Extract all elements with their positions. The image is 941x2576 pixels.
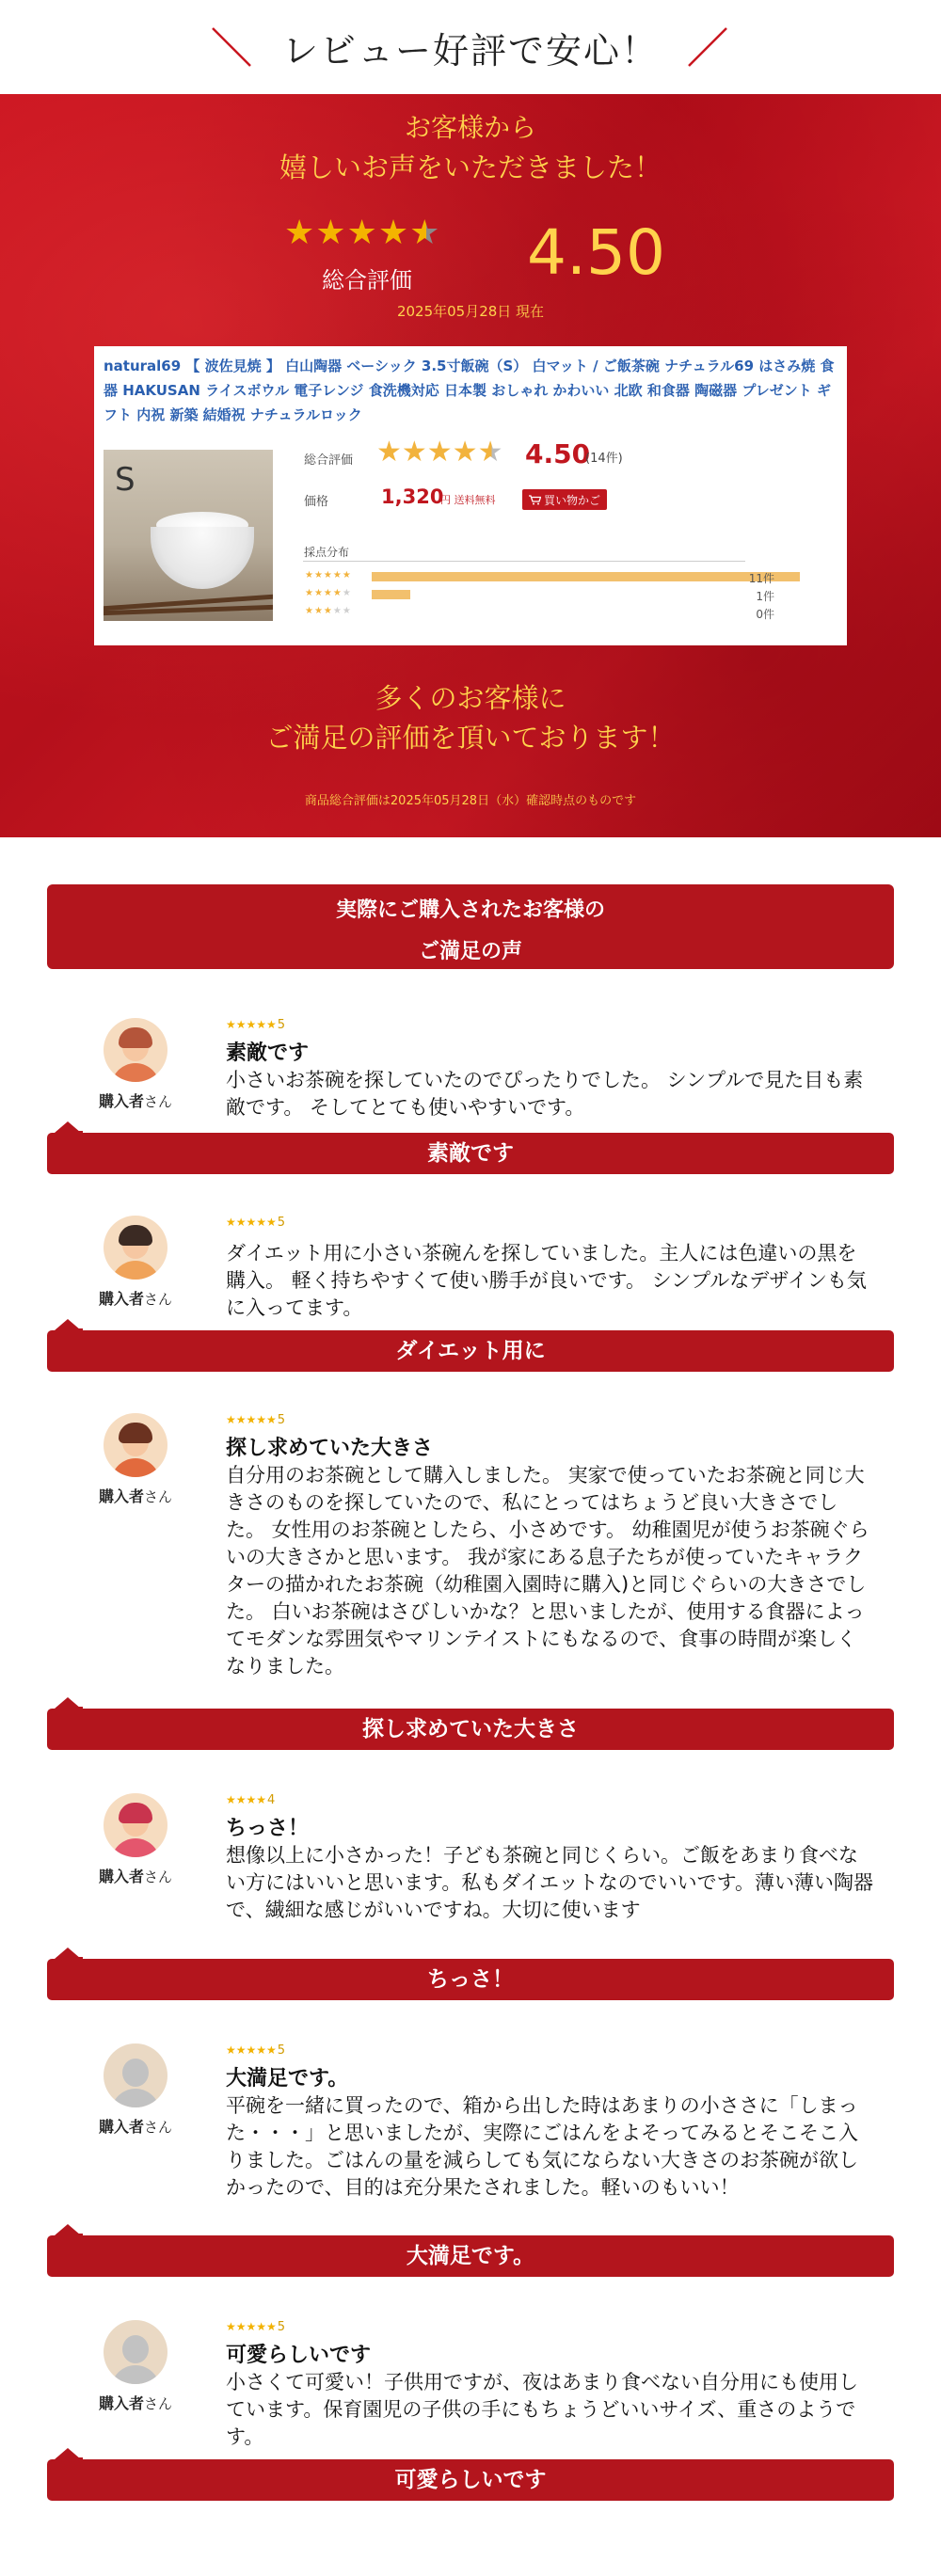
dist-stars-4-icon: ★★★★★: [305, 588, 352, 598]
bowl-illustration: [151, 527, 254, 589]
review-stars-icon: ★★★★★5: [226, 1018, 286, 1032]
distribution-label: 採点分布: [304, 546, 350, 559]
review-stars-icon: ★★★★★5: [226, 1413, 286, 1427]
product-review-count[interactable]: (14件): [585, 452, 623, 466]
review-title: 大満足です。: [226, 2067, 349, 2091]
review-title: 探し求めていた大きさ: [226, 1437, 434, 1460]
dist-bar-5: [372, 572, 800, 581]
buyer-name: 購入者さん: [98, 1290, 173, 1308]
user-avatar-icon: [104, 2320, 167, 2384]
review-stars-icon: ★★★★★5: [226, 1216, 286, 1230]
buyer-name: 購入者さん: [98, 1092, 173, 1110]
review-body: 平碗を一緒に買ったので、箱から出した時はあまりの小ささに「しまった・・・」と思いましたが、実際にごはんをよそってみるとそこそこ入りました。ごはんの量を減らしても気にならない大きさのお茶碗が欲しかったので、目的は充分果たされました。軽いのもいい！: [226, 2094, 858, 2199]
woman-avatar-icon: [104, 1413, 167, 1477]
hero-bottom-line1: 多くのお客様に: [375, 682, 566, 714]
product-image[interactable]: [104, 450, 273, 621]
review-body: 自分用のお茶碗として購入しました。 実家で使っていたお茶碗と同じ大きさのものを探していたので、私にとってはちょうど良い大きさでした。 女性用のお茶碗としたら、小さめです。 幼稚園児が使うお茶碗ぐらいの大きさかと思います。 我が家にある息子たちが使っていたキャラクターの描かれたお茶碗（幼稚園入園時に購入)と同じぐらいの大きさでした。 白いお茶碗はさびしいかな？と思いましたが、使用する食器によってモダンな雰囲気やマリンテイストにもなるので、食事の時間が楽しくなりました。: [226, 1464, 869, 1678]
voice-banner-line1: 実際にご購入されたお客様の: [335, 898, 605, 922]
hero-bottom-line2: ご満足の評価を頂いております！: [265, 722, 676, 754]
product-rating-score: 4.50: [525, 438, 591, 469]
cart-icon: [529, 495, 541, 505]
review-banner: ちっさ！: [47, 1959, 894, 2000]
buyer-name: 購入者さん: [98, 1487, 173, 1505]
overall-rating-label: 総合評価: [322, 267, 412, 294]
product-star-rating-icon: ★★★★★: [376, 436, 503, 469]
buyer-name: 購入者さん: [98, 2394, 173, 2412]
review-body: 小さくて可愛い！子供用ですが、夜はあまり食べない自分用にも使用しています。保育園児の子供の手にもちょうどいいサイズ、重さのようです。: [226, 2371, 858, 2448]
product-title-link[interactable]: natural69 【 波佐見焼 】 白山陶器 ベーシック 3.5寸飯碗（S） 白マット / ご飯茶碗 ナチュラル69 はさみ焼 食器 HAKUSAN ライスボウル 電子レンジ 食洗機対応 日本製 おしゃれ かわいい 北欧 和食器 陶磁器 プレゼント ギフト 内祝 新築 結婚祝 ナチュラルロック: [104, 358, 835, 423]
voice-banner-line2: ご満足の声: [418, 940, 522, 963]
review-body: 想像以上に小さかった！子ども茶碗と同じくらい。ご飯をあまり食べない方にはいいと思います。私もダイエットなのでいいです。薄い薄い陶器で、繊細な感じがいいですね。大切に使います: [226, 1844, 873, 1921]
review-banner: 可愛らしいです: [47, 2459, 894, 2501]
dist-stars-5-icon: ★★★★★: [305, 570, 352, 580]
price-suffix: 円 送料無料: [440, 494, 496, 506]
review-banner: 素敵です: [47, 1133, 894, 1174]
product-rating-panel: [94, 346, 847, 645]
review-banner: ダイエット用に: [47, 1330, 894, 1372]
product-overall-label: 総合評価: [304, 453, 354, 468]
review-stars-icon: ★★★★★5: [226, 2320, 286, 2334]
dist-stars-3-icon: ★★★★★: [305, 606, 352, 616]
woman-avatar-icon: [104, 1018, 167, 1082]
review-body: ダイエット用に小さい茶碗んを探していました。主人には色違いの黒を購入。 軽く持ちやすくて使い勝手が良いです。 シンプルなデザインも気に入ってます。: [226, 1242, 867, 1319]
user-avatar-icon: [104, 2043, 167, 2107]
review-banner: 探し求めていた大きさ: [47, 1709, 894, 1750]
dist-count-5: 11件: [748, 572, 774, 585]
hero-heading-line2: 嬉しいお声をいただきました！: [279, 151, 662, 183]
rating-hero: [0, 94, 941, 837]
buyer-name: 購入者さん: [98, 2118, 173, 2136]
woman-avatar-icon: [104, 1216, 167, 1280]
review-stars-icon: ★★★★★5: [226, 2043, 286, 2058]
rating-date: 2025年05月28日 現在: [396, 303, 545, 320]
hero-heading-line1: お客様から: [404, 112, 536, 143]
cart-button-label: 買い物かご: [543, 493, 600, 507]
add-to-cart-button[interactable]: [522, 489, 607, 510]
review-banner: 大満足です。: [47, 2235, 894, 2277]
price-label: 価格: [304, 495, 329, 509]
dist-count-4: 1件: [756, 590, 774, 603]
review-stars-icon: ★★★★4: [226, 1793, 276, 1807]
product-price: 1,320: [381, 485, 444, 508]
review-title: 素敵です: [226, 1042, 310, 1065]
rating-note: 商品総合評価は2025年05月28日（水）確認時点のものです: [304, 794, 637, 808]
overall-rating-score: 4.50: [527, 216, 665, 289]
section-header: [0, 0, 941, 94]
overall-star-rating-icon: ★★★★★: [284, 214, 441, 252]
size-label: S: [115, 461, 136, 499]
review-title: 可愛らしいです: [226, 2344, 372, 2367]
slash-decoration-icon: [685, 24, 730, 70]
slash-decoration-icon: [209, 24, 254, 70]
review-body: 小さいお茶碗を探していたのでぴったりでした。 シンプルで見た目も素敵です。 そしてとても使いやすいです。: [226, 1069, 864, 1119]
dist-count-3: 0件: [756, 608, 774, 621]
woman-avatar-icon: [104, 1793, 167, 1857]
section-title: レビュー好評で安心！: [281, 29, 659, 72]
dist-bar-4: [372, 590, 410, 599]
buyer-name: 購入者さん: [98, 1868, 173, 1885]
review-title: ちっさ！: [226, 1817, 310, 1840]
divider: [303, 561, 745, 562]
customer-voice-banner: [47, 884, 894, 969]
